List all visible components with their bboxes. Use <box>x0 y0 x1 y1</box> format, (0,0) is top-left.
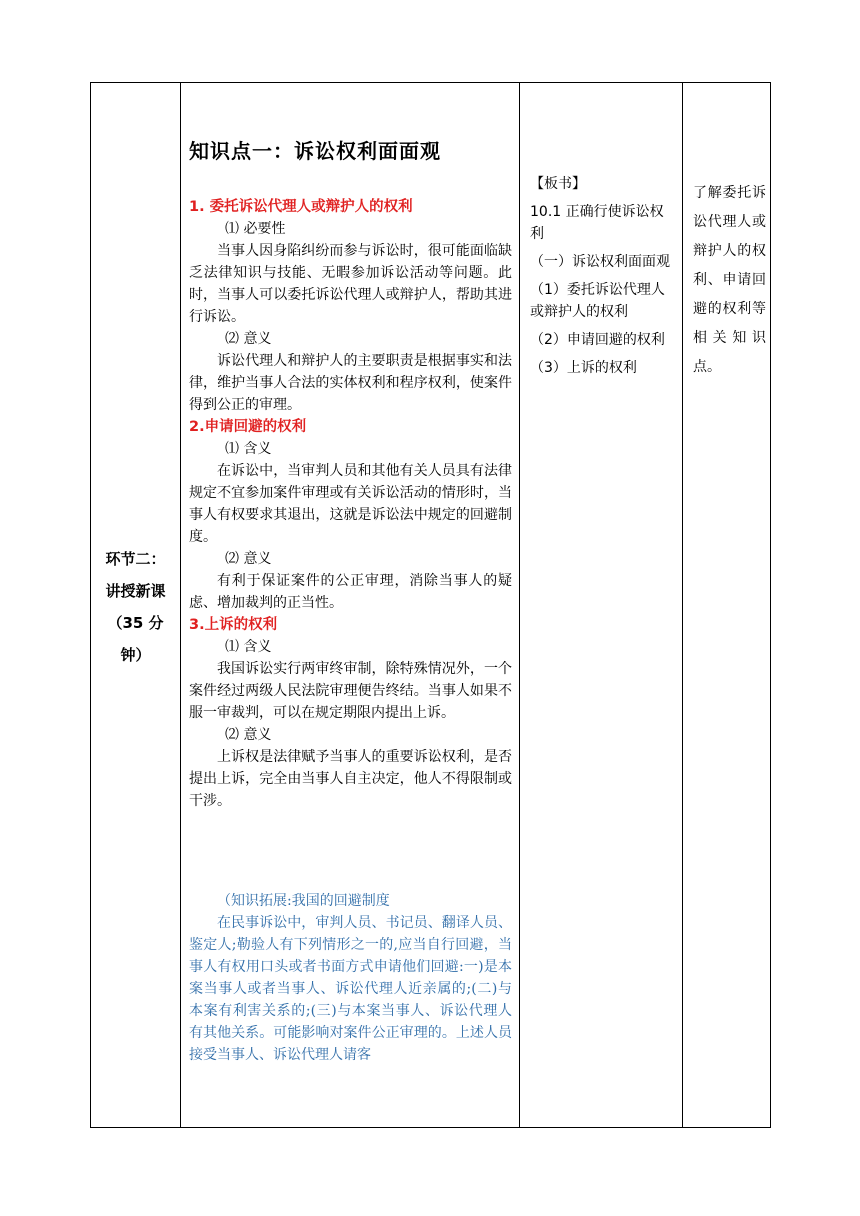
extension-heading: （知识拓展:我国的回避制度 <box>217 893 390 909</box>
section-appeal <box>189 614 512 812</box>
section-heading: 1. 委托诉讼代理人或辩护人的权利 <box>189 199 413 215</box>
paragraph: 当事人因身陷纠纷而参与诉讼时，很可能面临缺乏法律知识与技能、无暇参加诉讼活动等问题。此时，当事人可以委托诉讼代理人或辩护人，帮助其进行诉讼。 <box>189 243 512 325</box>
section-heading: 2.申请回避的权利 <box>189 419 307 435</box>
subheading: ⑵ 意义 <box>225 331 272 347</box>
extension-paragraph: 在民事诉讼中，审判人员、书记员、翻译人员、鉴定人;勒验人有下列情形之一的,应当自行回避，当事人有权用口头或者书面方式申请他们回避:一)是本案当事人或者当事人、诉讼代理人近亲属的;(二)与本案有利害关系的;(三)与本案当事人、诉讼代理人有其他关系。可能影响对案件公正审理的。上述人员接受当事人、诉讼代理人请客 <box>189 915 512 1063</box>
stage-line: （35 分 <box>107 614 164 632</box>
knowledge-title: 知识点一：诉讼权利面面观 <box>189 139 441 163</box>
stage-line: 讲授新课 <box>105 582 166 600</box>
paragraph: 我国诉讼实行两审终审制，除特殊情况外，一个案件经过两级人民法院审理便告终结。当事人如果不服一审裁判，可以在规定期限内提出上诉。 <box>189 661 512 721</box>
board-line: （1）委托诉讼代理人或辩护人的权利 <box>530 282 665 320</box>
stage-cell <box>91 83 180 1127</box>
section-heading: 3.上诉的权利 <box>189 617 278 633</box>
stage-line: 钟） <box>120 646 151 664</box>
section-recusal <box>189 416 512 614</box>
board-line: 【板书】 <box>530 176 586 192</box>
board-line: 10.1 正确行使诉讼权利 <box>530 204 664 242</box>
board-line: （一）诉讼权利面面观 <box>530 254 670 270</box>
board-line: （3）上诉的权利 <box>530 360 637 376</box>
lesson-table <box>90 82 771 1128</box>
stage-line: 环节二： <box>105 550 166 568</box>
paragraph: 上诉权是法律赋予当事人的重要诉讼权利，是否提出上诉，完全由当事人自主决定，他人不得限制或干涉。 <box>189 749 512 809</box>
goal-cell <box>684 83 772 1127</box>
knowledge-extension <box>189 890 512 1066</box>
subheading: ⑵ 意义 <box>225 727 272 743</box>
board-line: （2）申请回避的权利 <box>530 332 665 348</box>
subheading: ⑴ 含义 <box>225 639 272 655</box>
blackboard-cell <box>521 83 683 1127</box>
subheading: ⑴ 含义 <box>225 441 272 457</box>
section-entrust <box>189 196 512 416</box>
goal-text: 了解委托诉讼代理人或辩护人的权利、申请回避的权利等相关知识点。 <box>693 185 766 375</box>
paragraph: 有利于保证案件的公正审理，消除当事人的疑虑、增加裁判的正当性。 <box>189 573 512 611</box>
paragraph: 诉讼代理人和辩护人的主要职责是根据事实和法律，维护当事人合法的实体权利和程序权利，使案件得到公正的审理。 <box>189 353 512 413</box>
subheading: ⑵ 意义 <box>225 551 272 567</box>
subheading: ⑴ 必要性 <box>225 221 286 237</box>
content-cell <box>181 83 520 1127</box>
paragraph: 在诉讼中，当审判人员和其他有关人员具有法律规定不宜参加案件审理或有关诉讼活动的情形时，当事人有权要求其退出，这就是诉讼法中规定的回避制度。 <box>189 463 512 545</box>
